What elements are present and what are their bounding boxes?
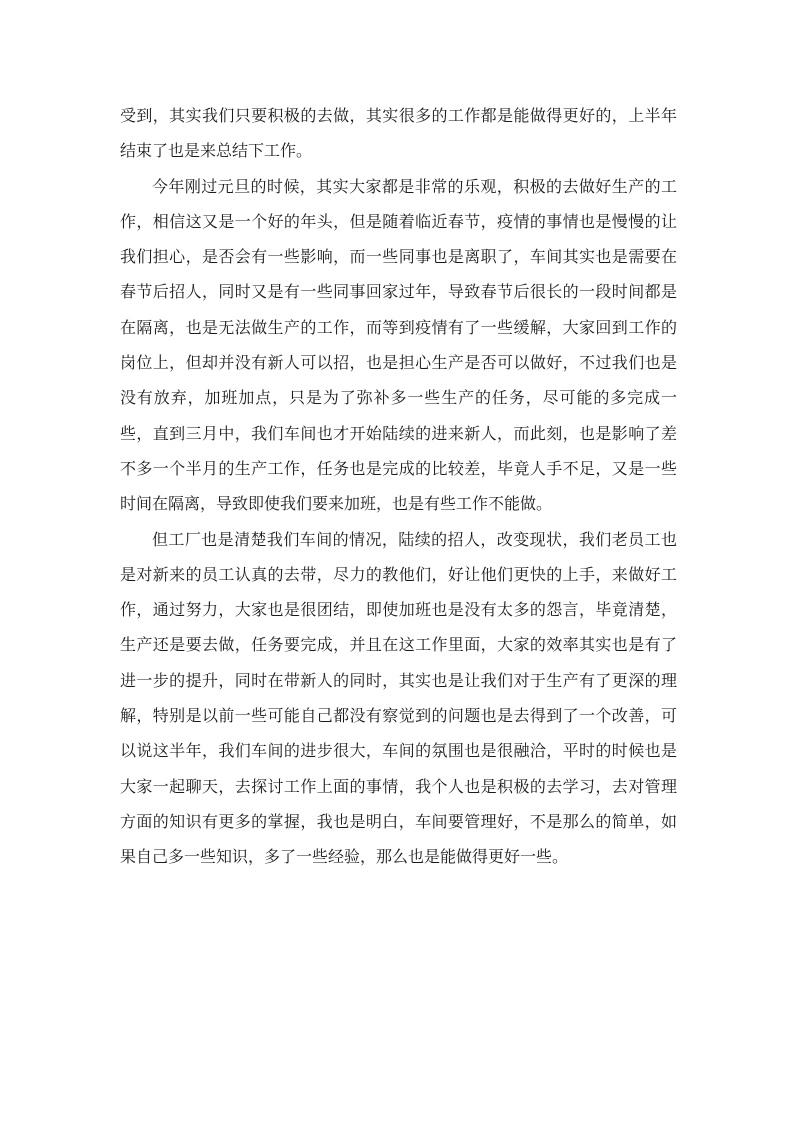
paragraph: 但工厂也是清楚我们车间的情况，陆续的招人，改变现状，我们老员工也是对新来的员工认真的去带，尽力的教他们，好让他们更快的上手，来做好工作，通过努力，大家也是很团结，即使加班也是没有太多的怨言，毕竟清楚，生产还是要去做，任务要完成，并且在这工作里面，大家的效率其实也是有了进一步的提升，同时在带新人的同时，其实也是让我们对于生产有了更深的理解，特别是以前一些可能自己都没有察觉到的问题也是去得到了一个改善，可以说这半年，我们车间的进步很大，车间的氛围也是很融洽，平时的时候也是大家一起聊天，去探讨工作上面的事情，我个人也是积极的去学习，去对管理方面的知识有更多的掌握，我也是明白，车间要管理好，不是那么的简单，如果自己多一些知识，多了一些经验，那么也是能做得更好一些。 xyxy=(120,529,677,867)
paragraph-continuation: 受到，其实我们只要积极的去做，其实很多的工作都是能做得更好的，上半年结束了也是来总结下工作。 xyxy=(120,106,677,161)
paragraph: 今年刚过元旦的时候，其实大家都是非常的乐观，积极的去做好生产的工作，相信这又是一个好的年头，但是随着临近春节，疫情的事情也是慢慢的让我们担心，是否会有一些影响，而一些同事也是离职了，车间其实也是需要在春节后招人，同时又是有一些同事回家过年，导致春节后很长的一段时间都是在隔离，也是无法做生产的工作，而等到疫情有了一些缓解，大家回到工作的岗位上，但却并没有新人可以招，也是担心生产是否可以做好，不过我们也是没有放弃，加班加点，只是为了弥补多一些生产的任务，尽可能的多完成一些，直到三月中，我们车间也才开始陆续的进来新人，而此刻，也是影响了差不多一个半月的生产工作，任务也是完成的比较差，毕竟人手不足，又是一些时间在隔离，导致即使我们要来加班，也是有些工作不能做。 xyxy=(120,176,677,514)
document-body xyxy=(120,98,677,875)
